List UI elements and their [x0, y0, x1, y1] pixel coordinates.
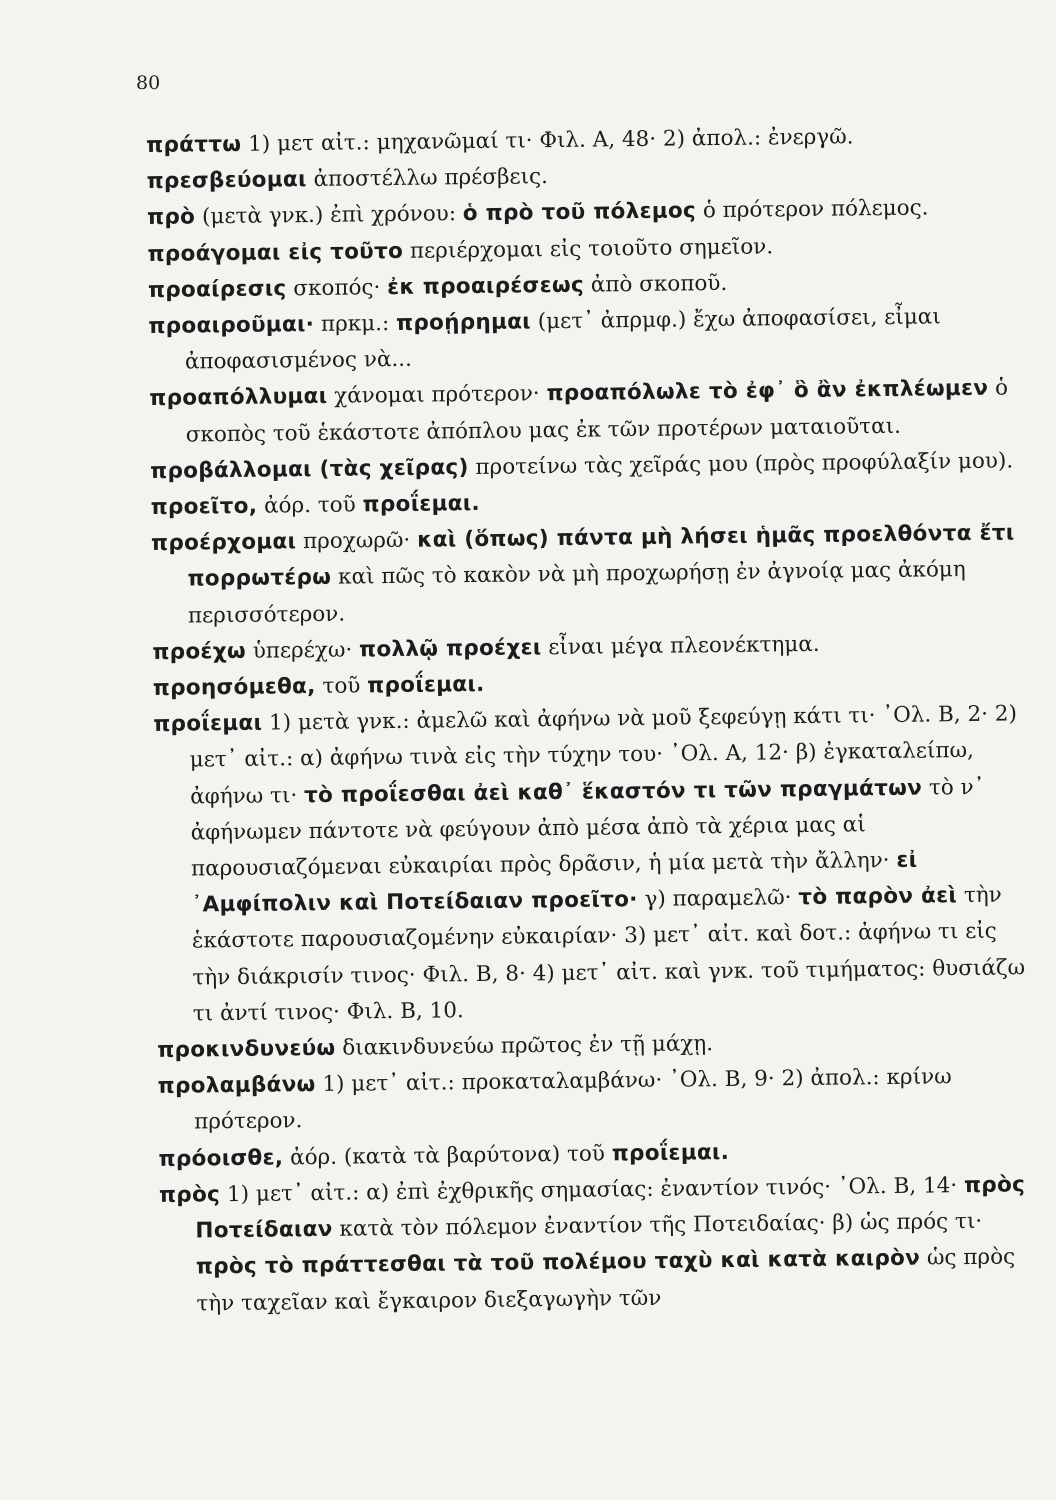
phrase: πρὸς τὸ πράττεσθαι τὰ τοῦ πολέμου ταχὺ καὶ κατὰ καιρὸν: [195, 1245, 921, 1280]
definition: διακινδυνεύω πρῶτος ἐν τῇ μάχῃ.: [335, 1031, 714, 1061]
headword: προησόμεθα,: [152, 674, 316, 702]
headword: προεῖτο,: [150, 493, 258, 521]
definition: ὁ πρότερον πόλεμος.: [695, 195, 929, 224]
definition: 1) μετ αἰτ.: μηχανῶμαί τι· Φιλ. Α, 48· 2) ἀπολ.: ἐνεργῶ.: [241, 124, 854, 157]
definition: ἀποστέλλω πρέσβεις.: [306, 164, 549, 193]
headword: προαίρεσις: [147, 276, 287, 303]
dictionary-entry: [149, 371, 1030, 454]
definition: τὸ ν᾽ ἀφήνωμεν πάντοτε νὰ φεύγουν ἀπὸ μέσα ἀπὸ τὰ χέρια μας αἱ παρουσιαζόμεναι εὐκαιρίαι πρὸς δρᾶσιν, ἡ μία μετὰ τὴν ἄλλην·: [190, 774, 985, 882]
definition: τοῦ: [315, 673, 368, 700]
definition: 1) μετ᾽ αἰτ.: α) ἐπὶ ἐχθρικῆς σημασίας: ἐναντίον τινός· ᾿Ολ. Β, 14·: [220, 1172, 965, 1208]
dictionary-entry: [159, 1167, 1041, 1323]
headword: προΐεμαι: [153, 710, 263, 738]
phrase: καὶ (ὅπως) πάντα μὴ λήσει ἡμᾶς προελθόντα ἔτι πορρωτέρω: [187, 520, 1015, 592]
dictionary-entry: [157, 1058, 1038, 1141]
dictionary-entries: [146, 117, 1041, 1322]
definition: εἶναι μέγα πλεονέκτημα.: [541, 631, 820, 661]
definition: προχωρῶ·: [296, 527, 418, 555]
definition: (μετ᾽ ἀπρμφ.) ἔχω ἀποφασίσει, εἶμαι ἀποφασισμένος νὰ...: [184, 304, 941, 375]
page-number: 80: [136, 72, 161, 94]
definition: καὶ πῶς τὸ κακὸν νὰ μὴ προχωρήσῃ ἐν ἀγνοίᾳ μας ἀκόμη περισσότερον.: [187, 557, 966, 629]
phrase: ἐκ προαιρέσεως: [387, 272, 585, 300]
headword: πράττω: [146, 131, 242, 158]
headword: προλαμβάνω: [157, 1072, 316, 1100]
phrase: προΐεμαι.: [362, 490, 481, 518]
definition: 1) μετ᾽ αἰτ.: προκαταλαμβάνω· ᾿Ολ. Β, 9· 2) ἀπολ.: κρίνω πρότερον.: [194, 1064, 952, 1135]
definition: (μετὰ γνκ.) ἐπὶ χρόνου:: [195, 201, 464, 230]
definition: προτείνω τὰς χεῖράς μου (πρὸς προφύλαξίν μου).: [468, 448, 1014, 480]
phrase: προαπόλωλε τὸ ἐφ᾽ ὃ ἂν ἐκπλέωμεν: [546, 376, 989, 407]
definition: πρκμ.:: [313, 310, 397, 337]
headword: προαιροῦμαι·: [148, 311, 315, 339]
headword: πρόοισθε,: [158, 1145, 284, 1172]
definition: χάνομαι πρότερον·: [327, 381, 547, 410]
phrase: προΐεμαι.: [611, 1139, 730, 1167]
headword: προκινδυνεύω: [157, 1035, 336, 1064]
phrase: προΐεμαι.: [367, 671, 485, 699]
definition: γ) παραμελῶ·: [637, 885, 799, 913]
phrase: προῄρημαι: [395, 309, 532, 336]
definition: 1) μετὰ γνκ.: ἀμελῶ καὶ ἀφήνω νὰ μοῦ ξεφεύγῃ κάτι τι· ᾿Ολ. Β, 2· 2) μετ᾽ αἰτ.: α) ἀφήνω τινὰ εἰς τὴν τύχην του· ᾿Ολ. Α, 12· β) ἐγκαταλείπω, ἀφήνω τι·: [189, 701, 1018, 810]
headword: πρεσβεύομαι: [146, 167, 307, 195]
headword: προαπόλλυμαι: [149, 384, 328, 412]
definition: ὁ σκοπὸς τοῦ ἑκάστοτε ἀπόπλου μας ἐκ τῶν προτέρων ματαιοῦται.: [185, 375, 1009, 448]
definition: ὡς πρὸς τὴν ταχεῖαν καὶ ἔγκαιρον διεξαγωγὴν τῶν: [196, 1244, 1016, 1316]
phrase: πολλῷ προέχει: [358, 635, 542, 663]
definition: ὑπερέχω·: [245, 637, 360, 664]
definition: τὴν ἑκάστοτε παρουσιαζομένην εὐκαιρίαν· 3) μετ᾽ αἰτ. καὶ δοτ.: ἀφήνω τι εἰς τὴν διάκρισίν τινος· Φιλ. Β, 8· 4) μετ᾽ αἰτ. καὶ γνκ. τοῦ τιμήματος: θυσιάζω τι ἀντί τινος· Φιλ. Β, 10.: [191, 882, 1026, 1027]
definition: ἀόρ. τοῦ: [257, 492, 363, 519]
phrase: εἰ ᾿Αμφίπολιν καὶ Ποτείδαιαν προεῖτο·: [191, 847, 918, 918]
dictionary-entry: [151, 515, 1032, 634]
phrase: τὸ παρὸν ἀεὶ: [798, 883, 958, 911]
definition: κατὰ τὸν πόλεμον ἐναντίον τῆς Ποτειδαίας· β) ὡς πρός τι·: [332, 1208, 983, 1242]
headword: προβάλλομαι (τὰς χεῖρας): [150, 454, 469, 484]
definition: ἀπὸ σκοποῦ.: [583, 270, 728, 298]
headword: πρὸς: [158, 1182, 221, 1208]
headword: προέρχομαι: [150, 529, 297, 557]
headword: πρὸ: [146, 204, 196, 231]
definition: ἀόρ. (κατὰ τὰ βαρύτονα) τοῦ: [283, 1141, 612, 1171]
headword: προάγομαι εἰς τοῦτο: [147, 238, 404, 267]
headword: προέχω: [152, 638, 247, 665]
phrase: πρὸς Ποτείδαιαν: [195, 1172, 1026, 1244]
definition: σκοπός·: [286, 274, 388, 302]
dictionary-entry: [153, 696, 1037, 1033]
definition: περιέρχομαι εἰς τοιοῦτο σημεῖον.: [402, 233, 774, 264]
phrase: ὁ πρὸ τοῦ πόλεμος: [462, 198, 697, 227]
dictionary-entry: [148, 298, 1029, 381]
phrase: τὸ προΐεσθαι ἀεὶ καθ᾽ ἕκαστόν τι τῶν πραγμάτων: [303, 775, 923, 808]
